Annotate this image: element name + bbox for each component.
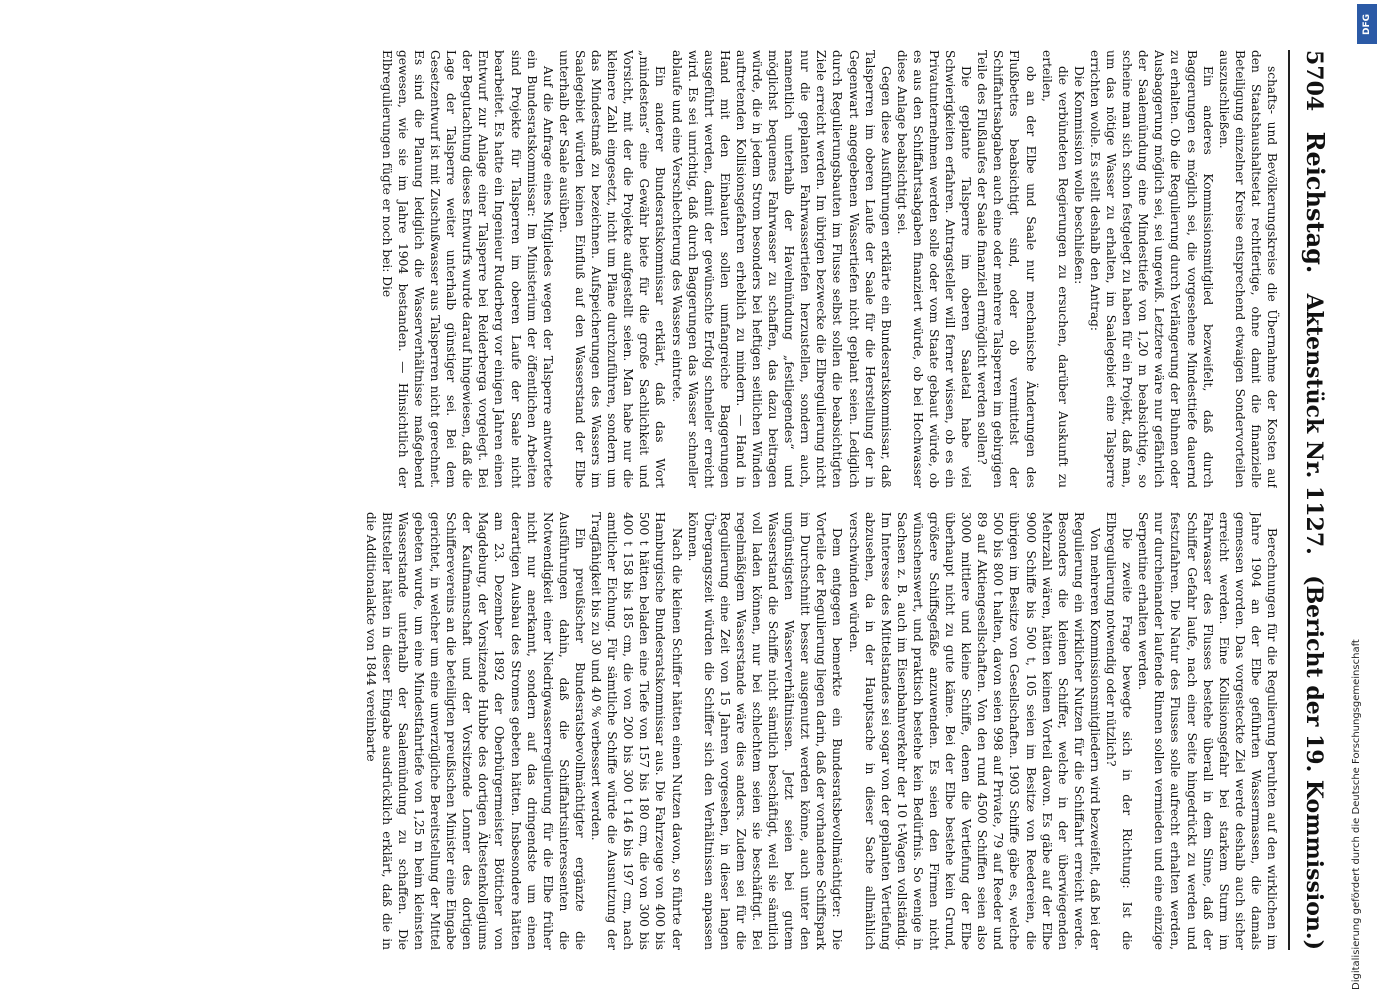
paragraph: Von mehreren Kommissionsmitgliedern wird bezweifelt, daß bei der Regulierung ein wirklicher Nutzen für die Schiffahrt erreicht werde. Besonders die kleinen Schiffer, welche in der überwiegenden Mehrzahl wären, hätten keinen Vorteil davon. Es gäbe auf der Elbe 9000 Schiffe bis 500 t, 105 seien im Besitze von Reedereien, die übrigen im Besitze von Gesellschaften. 1903 Schiffe gäbe es, welche 500 bis 800 t halten, davon seien 998 auf Private, 79 auf Reeder und 89 auf Aktiengesellschaften. Von den rund 4500 Schiffen seien also 3000 mittlere und kleine Schiffe, denen die Vertiefung der Elbe überhaupt nicht zu gute käme. Bei der Elbe bestehe kein Grund, größere Schiffsgefäße anzuwenden. Es seien den Firmen nicht wünschenswert, und praktisch bestehe kein Bedürfnis. So wenige in Sachsen z. B. auch im Eisenbahnverkehr der 10 t-Wagen vollständig. Im Interesse des Mittelstandes sei sogar von der geplanten Vertiefung abzusehen, da in der Hauptsache in dieser Sache allmählich verschwinden würden. (846, 512, 1102, 950)
dfg-logo: DFG (1357, 4, 1377, 44)
text-column-left (40, 50, 1280, 488)
text-column-right (40, 512, 1280, 950)
rotated-document-page (30, 50, 1330, 950)
header-center: Aktenstück Nr. 1127. (1301, 293, 1327, 555)
paragraph: ob an der Elbe und Saale nur mechanische Änderungen des Flußbettes beabsichtigt sind, oder ob vermittelst der Schiffahrtsabgaben auch eine oder mehrere Talsperren im gebirgigen Teile des Flußlaufes der Saale finanziell ermöglicht werden sollen? (975, 50, 1038, 488)
paragraph: Auf die Anfrage eines Mitgliedes wegen der Talsperre antwortete ein Bundesratskommissar: Im Ministerium der öffentlichen Arbeiten sind Projekte für Talsperren im oberen Laufe der Saale nicht bearbeitet. Es hatte ein Ingenieur Ruderberg vor einigen Jahren einen Entwurf zur Anlage einer Talsperre bei Reiderberga vorgelegt. Bei der Begutachtung dieses Entwurfs wurde darauf hingewiesen, daß die Lage der Talsperre weiter unterhalb günstiger sei. Bei dem Gesetzentwurf ist mit Zuschußwasser aus Talsperren nicht gerechnet. Es sind die Planung lediglich die Wasserverhältnisse maßgebend gewesen, wie sie im Jahre 1904 bestanden. — Hinsichtlich der Elbregulierungen fügte er noch bei: Die (379, 50, 555, 488)
digitization-credit: Digitalisierung gefördert durch die Deutsche Forschungsgemeinschaft (1351, 639, 1362, 990)
paragraph: Die zweite Frage bewegte sich in der Richtung: Ist die Elbregulierung notwendig oder nützlich? (1104, 512, 1135, 950)
text-columns (40, 50, 1280, 950)
paragraph: Ein anderer Bundesratskommissar erklärt, daß das Wort „mindestens“ eine Gewähr biete für die große Sachlichkeit und Vorsicht, mit der die Projekte aufgestellt seien. Man habe nur die kleinere Zahl eingesetzt, nicht um Pläne durchzuführen, sondern um das Mindestmaß zu bezeichnen. Aufspeicherungen des Wassers im Saalegebiet würden keinen Einfluß auf den Wasserstand der Elbe unterhalb der Saale ausüben. (556, 50, 668, 488)
paragraph: Die geplante Talsperre im oberen Saaletal habe viel Schwierigkeiten erfahren. Antragsteller will ferner wissen, ob es ein Privatunternehmen werden solle oder vom Staate gebaut würde, ob es aus den Schiffahrtsabgaben finanziert würde, ob bei Hochwasser diese Anlage beabsichtigt sei. (894, 50, 974, 488)
page-header (1288, 50, 1330, 950)
paragraph: Ein preußischer Bundesratsbevollmächtigter ergänzte die Ausführungen dahin, daß die Schiffahrtsinteressenten die Notwendigkeit einer Niedrigwasserregulierung für die Elbe früher nicht nur anerkannt, sondern auf das dringendste um einen derartigen Ausbau des Stromes gebeten hätten. Insbesondere hätten am 23. Dezember 1892 der Oberbürgermeister Bötticher von Magdeburg, der Vorsitzende Hubbe des dortigen Ältestenkollegiums der Kaufmannschaft und der Vorsitzende Lonner des dortigen Schifferevereins an die beteiligten preußischen Minister eine Eingabe gerichtet, in welcher um eine unverzügliche Bereitstellung der Mittel gebeten wurde, um eine Mindestfahrtiefe von 1,25 m beim kleinsten Wasserstande unterhalb der Saalemündung zu schaffen. Die Bittsteller hätten in dieser Eingabe ausdrücklich erklärt, daß die in die Additionalakte von 1844 vereinbarte (363, 512, 587, 950)
paragraph: Dem entgegen bemerkte ein Bundesratsbevollmächtigter: Die Vorteile der Regulierung liegen darin, daß der vorhandene Schiffspark im Durchschnitt besser ausgenutzt werden könne, auch unter den ungünstigsten Wasserverhältnissen. Jetzt seien bei gutem Wasserstand die Schiffe nicht sämtlich beschäftigt, weil sie sämtlich voll laden können, nur bei schlechtem seien sie beschäftigt. Bei regelmäßigem Wasserstande wäre dies anders. Zudem sei für die Regulierung eine Zeit von 15 Jahren vorgesehen, in dieser langen Übergangszeit würden die Schiffer sich den Verhältnissen anpassen können. (685, 512, 845, 950)
paragraph: die verbündeten Regierungen zu ersuchen, darüber Auskunft zu erteilen, (1039, 50, 1070, 488)
header-right: (Bericht der 19. Kommission.) (1301, 575, 1327, 950)
header-left: Reichstag. (1301, 131, 1330, 274)
paragraph: Ein anderes Kommissionsmitglied bezweifelt, daß durch Baggerungen es möglich sei, die vorgesehene Mindesttiefe dauernd zu erhalten. Ob die Regulierung durch Verlängerung der Buhnen oder Ausbaggerung möglich sei, sei ungewiß. Letztere wäre nur gefährlich der Saalemündung eine Mindesttiefe von 1,20 m beabsichtige, so scheine man sich schon festgelegt zu haben für ein Projekt, daß man, um das nötige Wasser zu erhalten, im Saalegebiet eine Talsperre errichten wolle. Es stellt deshalb den Antrag: (1087, 50, 1215, 488)
paragraph: Die Kommission wolle beschließen: (1071, 66, 1086, 285)
page-number: 5704 (1301, 50, 1327, 112)
paragraph: Berechnungen für die Regulierung beruhten auf den wirklichen im Jahre 1904 an der Elbe geführten Wassermassen, die damals gemessen worden. Das vorgesteckte Ziel werde deshalb auch sicher erreicht werden. Eine Kollisionsgefahr bei starkem Sturm im Fahrwasser des Flusses bestehe überall in dem Sinne, daß der Schiffer Gefahr laufe, nach einer Seite hingedrückt zu werden und festzufahren. Die Natur des Flusses solle aufrecht erhalten werden, nur durcheinander laufende Rinnen sollen vermieden und eine einzige Serpentine erhalten werden. (1136, 512, 1279, 950)
paragraph: schafts- und Bevölkerungskreise die Übernahme der Kosten auf den Staatshaushaltsetat rechtfertige, ohne damit die finanzielle Beteiligung einzelner Kreise entsprechend etwaigen Sondervorteilen auszuschließen. (1216, 50, 1279, 488)
paragraph: Gegen diese Ausführungen erklärte ein Bundesratskommissar, daß Talsperren im oberen Laufe der Saale für die Herstellung der in Gegenwart angegebenen Wassertiefen nicht geplant seien. Lediglich durch Regulierungsbauten im Flusse selbst sollen die beabsichtigten Ziele erreicht werden. Im übrigen bezwecke die Elbregulierung nicht nur die geplanten Fahrwassertiefen herzustellen, sondern auch, namentlich unterhalb der Havelmündung „festliegendes“ und möglichst bequemes Fahrwasser zu schaffen, das dazu beitragen würde, die in jedem Strom besonders bei heftigen seitlichen Winden auftretenden Kollisionsgefahren erheblich zu mindern. — Hand in Hand mit den Einbauten sollen umfangreiche Baggerungen ausgeführt werden, damit der gewünschte Erfolg schneller erreicht wird. Es sei unrichtig, daß durch Baggerungen das Wasser schneller ablaufe und eine Verschlechterung des Wassers eintrete. (669, 50, 893, 488)
paragraph: Nach die kleinen Schiffer hätten einen Nutzen davon, so führte der Hamburgische Bundesratskommissar aus. Die Fahrzeuge von 400 bis 500 t hätten beladen eine Tiefe von 157 bis 180 cm, die von 300 bis 400 t 158 bis 185 cm, die von 200 bis 300 t 146 bis 197 cm, nach amtlicher Eichung. Für sämtliche Schiffe würde die Ausnutzung der Tragfähigkeit bis zu 30 und 40 % verbessert werden. (589, 512, 684, 950)
